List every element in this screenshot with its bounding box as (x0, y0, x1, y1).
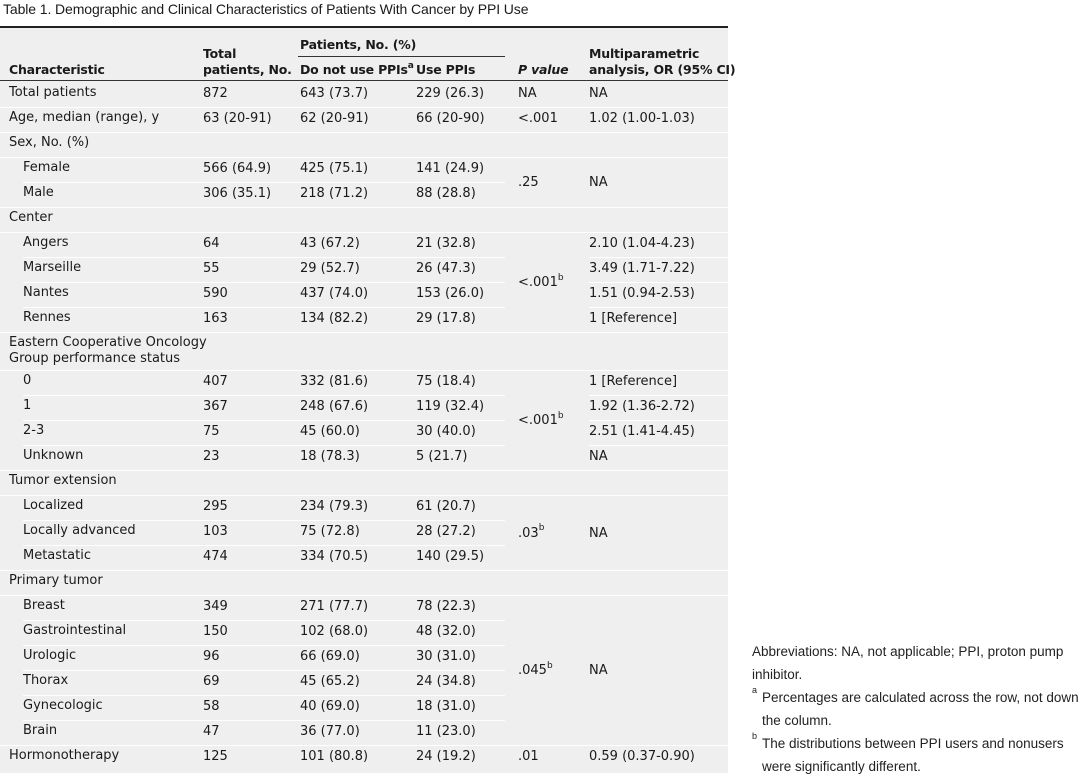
row-total: 150 (203, 624, 228, 639)
group-or: NA (589, 175, 608, 190)
header-characteristic: Characteristic (9, 62, 105, 77)
row-divider (23, 182, 505, 183)
row-divider (23, 282, 505, 283)
row-pvalue: NA (518, 86, 537, 101)
row-or: 1 [Reference] (589, 374, 678, 389)
row-use-ppi: 48 (32.0) (416, 624, 476, 639)
row-divider (23, 620, 505, 621)
row-total: 125 (203, 749, 228, 764)
row-divider (23, 307, 505, 308)
row-use-ppi: 88 (28.8) (416, 186, 476, 201)
row-no-ppi: 62 (20-91) (300, 111, 369, 126)
row-use-ppi: 5 (21.7) (416, 449, 468, 464)
table-row (0, 283, 728, 308)
row-characteristic: 1 (23, 398, 32, 413)
row-divider (589, 307, 728, 308)
row-no-ppi: 101 (80.8) (300, 749, 369, 764)
row-total: 103 (203, 524, 228, 539)
row-or: 1.51 (0.94-2.53) (589, 286, 695, 301)
row-total: 295 (203, 499, 228, 514)
row-or: 1 [Reference] (589, 311, 678, 326)
row-total: 872 (203, 86, 228, 101)
table-row (0, 421, 728, 446)
table-row (0, 371, 728, 396)
row-or: 2.51 (1.41-4.45) (589, 424, 695, 439)
row-characteristic: Angers (23, 235, 69, 250)
table-row (0, 571, 728, 596)
row-use-ppi: 26 (47.3) (416, 261, 476, 276)
row-no-ppi: 134 (82.2) (300, 311, 369, 326)
group-or: NA (589, 525, 608, 541)
row-characteristic: Nantes (23, 285, 69, 300)
table-row (0, 108, 728, 133)
table-row (0, 308, 728, 333)
row-use-ppi: 140 (29.5) (416, 549, 485, 564)
group-pvalue: .25 (518, 175, 539, 190)
row-characteristic: Primary tumor (9, 573, 103, 588)
row-divider (23, 695, 505, 696)
row-characteristic: Thorax (23, 673, 69, 688)
row-or: 2.10 (1.04-4.23) (589, 236, 695, 251)
row-use-ppi: 18 (31.0) (416, 699, 476, 714)
header-group-underline (298, 56, 505, 57)
row-total: 367 (203, 399, 228, 414)
group-pvalue: .03$^b$ (518, 523, 545, 541)
table-row (0, 596, 728, 621)
row-total: 58 (203, 699, 220, 714)
row-use-ppi: 66 (20-90) (416, 111, 485, 126)
table-row (0, 746, 728, 771)
row-use-ppi: 29 (17.8) (416, 311, 476, 326)
row-characteristic: Breast (23, 598, 65, 613)
header-bottom-rule (0, 80, 728, 81)
abbreviations-note: Abbreviations: NA, not applicable; PPI, proton pump inhibitor. (752, 644, 1064, 682)
row-divider (23, 420, 505, 421)
row-characteristic-cont: Group performance status (9, 351, 181, 366)
row-divider (0, 132, 728, 133)
row-characteristic: Locally advanced (23, 523, 136, 538)
row-divider (23, 545, 505, 546)
table-row (0, 471, 728, 496)
row-or: 1.02 (1.00-1.03) (589, 111, 695, 126)
header-patients-group: Patients, No. (%) (300, 37, 417, 52)
row-characteristic: Rennes (23, 310, 71, 325)
row-divider (0, 745, 728, 746)
table-row (0, 258, 728, 283)
row-total: 474 (203, 549, 228, 564)
row-no-ppi: 45 (65.2) (300, 674, 360, 689)
row-no-ppi: 218 (71.2) (300, 186, 369, 201)
row-total: 566 (64.9) (203, 161, 272, 176)
row-characteristic: Age, median (range), y (9, 110, 160, 125)
row-no-ppi: 29 (52.7) (300, 261, 360, 276)
row-characteristic: Tumor extension (9, 473, 117, 488)
row-characteristic: Center (9, 210, 53, 225)
row-divider (589, 257, 728, 258)
demographics-table (0, 26, 736, 773)
header-use-ppi: Use PPIs (416, 62, 476, 77)
row-no-ppi: 75 (72.8) (300, 524, 360, 539)
row-no-ppi: 36 (77.0) (300, 724, 360, 739)
row-divider (0, 232, 728, 233)
row-divider (0, 470, 728, 471)
row-no-ppi: 43 (67.2) (300, 236, 360, 251)
row-divider (23, 670, 505, 671)
row-characteristic: Hormonotherapy (9, 748, 120, 763)
row-or: 0.59 (0.37-0.90) (589, 749, 695, 764)
header-no-ppi: Do not use PPIs$^a$ (300, 60, 414, 77)
row-no-ppi: 102 (68.0) (300, 624, 369, 639)
row-total: 306 (35.1) (203, 186, 272, 201)
row-use-ppi: 153 (26.0) (416, 286, 485, 301)
row-no-ppi: 40 (69.0) (300, 699, 360, 714)
row-divider (0, 207, 728, 208)
row-divider (23, 520, 505, 521)
row-divider (23, 720, 505, 721)
table-row (0, 133, 728, 158)
table-row (0, 396, 728, 421)
table-row (0, 233, 728, 258)
header-total-line2: patients, No. (203, 62, 292, 77)
row-no-ppi: 234 (79.3) (300, 499, 369, 514)
row-no-ppi: 18 (78.3) (300, 449, 360, 464)
row-total: 63 (20-91) (203, 111, 272, 126)
row-total: 64 (203, 236, 220, 251)
row-characteristic: Gynecologic (23, 698, 103, 713)
row-use-ppi: 141 (24.9) (416, 161, 485, 176)
table-row (0, 646, 728, 671)
row-total: 75 (203, 424, 220, 439)
row-or: NA (589, 449, 608, 464)
row-divider (0, 332, 728, 333)
row-divider (0, 157, 728, 158)
row-divider (0, 107, 728, 108)
row-divider (0, 595, 728, 596)
row-characteristic: Brain (23, 723, 58, 738)
row-pvalue: <.001 (518, 111, 558, 126)
row-divider (23, 395, 505, 396)
row-total: 96 (203, 649, 220, 664)
row-use-ppi: 61 (20.7) (416, 499, 476, 514)
header-pvalue: P value (518, 62, 569, 77)
table-row (0, 158, 728, 183)
row-total: 47 (203, 724, 220, 739)
table-row (0, 546, 728, 571)
header-multi-line2: analysis, OR (95% CI) (589, 62, 736, 77)
row-use-ppi: 78 (22.3) (416, 599, 476, 614)
table-row (0, 721, 728, 746)
group-or: NA (589, 663, 608, 678)
row-divider (589, 420, 728, 421)
row-characteristic: Unknown (23, 448, 84, 463)
table-row (0, 183, 728, 208)
row-use-ppi: 75 (18.4) (416, 374, 476, 389)
row-no-ppi: 332 (81.6) (300, 374, 369, 389)
row-divider (23, 445, 505, 446)
row-use-ppi: 24 (34.8) (416, 674, 476, 689)
row-divider (0, 495, 728, 496)
row-no-ppi: 334 (70.5) (300, 549, 369, 564)
row-pvalue: .01 (518, 749, 539, 764)
table-row (0, 496, 728, 521)
header-multi-line1: Multiparametric (589, 46, 700, 61)
group-pvalue: .045$^b$ (518, 660, 553, 678)
row-or: 3.49 (1.71-7.22) (589, 261, 695, 276)
row-no-ppi: 271 (77.7) (300, 599, 369, 614)
table-footnotes (752, 640, 1080, 778)
row-characteristic: Sex, No. (%) (9, 135, 90, 150)
row-use-ppi: 229 (26.3) (416, 86, 485, 101)
row-total: 590 (203, 286, 228, 301)
row-characteristic: Female (23, 160, 71, 175)
row-total: 407 (203, 374, 228, 389)
row-use-ppi: 11 (23.0) (416, 724, 476, 739)
row-total: 55 (203, 261, 220, 276)
table-row (0, 208, 728, 233)
row-use-ppi: 28 (27.2) (416, 524, 476, 539)
row-characteristic: Gastrointestinal (23, 623, 127, 638)
row-no-ppi: 66 (69.0) (300, 649, 360, 664)
row-divider (0, 370, 728, 371)
table-title: Table 1. Demographic and Clinical Characteristics of Patients With Cancer by PPI Use (3, 1, 529, 17)
row-characteristic: Localized (23, 498, 84, 513)
row-total: 163 (203, 311, 228, 326)
group-pvalue: <.001$^b$ (518, 410, 564, 428)
row-characteristic: Total patients (9, 85, 97, 100)
header-total-line1: Total (203, 46, 237, 61)
row-characteristic: Metastatic (23, 548, 91, 563)
row-use-ppi: 30 (40.0) (416, 424, 476, 439)
row-characteristic: 2-3 (23, 423, 45, 438)
row-total: 69 (203, 674, 220, 689)
row-characteristic: Eastern Cooperative Oncology (9, 335, 207, 350)
table-row (0, 671, 728, 696)
footnote-b: b The distributions between PPI users and nonusers were significantly different. (752, 731, 1064, 774)
group-pvalue: <.001$^b$ (518, 272, 564, 290)
row-divider (589, 445, 728, 446)
table-row (0, 333, 728, 371)
row-or: 1.92 (1.36-2.72) (589, 399, 695, 414)
row-or: NA (589, 86, 608, 101)
row-no-ppi: 45 (60.0) (300, 424, 360, 439)
row-characteristic: Male (23, 185, 54, 200)
row-characteristic: Urologic (23, 648, 77, 663)
footnote-a: a Percentages are calculated across the row, not down the column. (752, 685, 1079, 728)
row-divider (589, 395, 728, 396)
row-divider (23, 257, 505, 258)
row-characteristic: 0 (23, 373, 32, 388)
row-no-ppi: 437 (74.0) (300, 286, 369, 301)
table-row (0, 696, 728, 721)
row-no-ppi: 643 (73.7) (300, 86, 369, 101)
row-no-ppi: 425 (75.1) (300, 161, 369, 176)
table-row (0, 521, 728, 546)
table-row (0, 83, 728, 108)
row-use-ppi: 30 (31.0) (416, 649, 476, 664)
row-divider (589, 282, 728, 283)
row-total: 23 (203, 449, 220, 464)
table-row (0, 446, 728, 471)
row-use-ppi: 24 (19.2) (416, 749, 476, 764)
row-characteristic: Marseille (23, 260, 82, 275)
row-use-ppi: 119 (32.4) (416, 399, 485, 414)
table-row (0, 621, 728, 646)
row-no-ppi: 248 (67.6) (300, 399, 369, 414)
row-divider (0, 570, 728, 571)
row-total: 349 (203, 599, 228, 614)
row-divider (23, 645, 505, 646)
row-use-ppi: 21 (32.8) (416, 236, 476, 251)
